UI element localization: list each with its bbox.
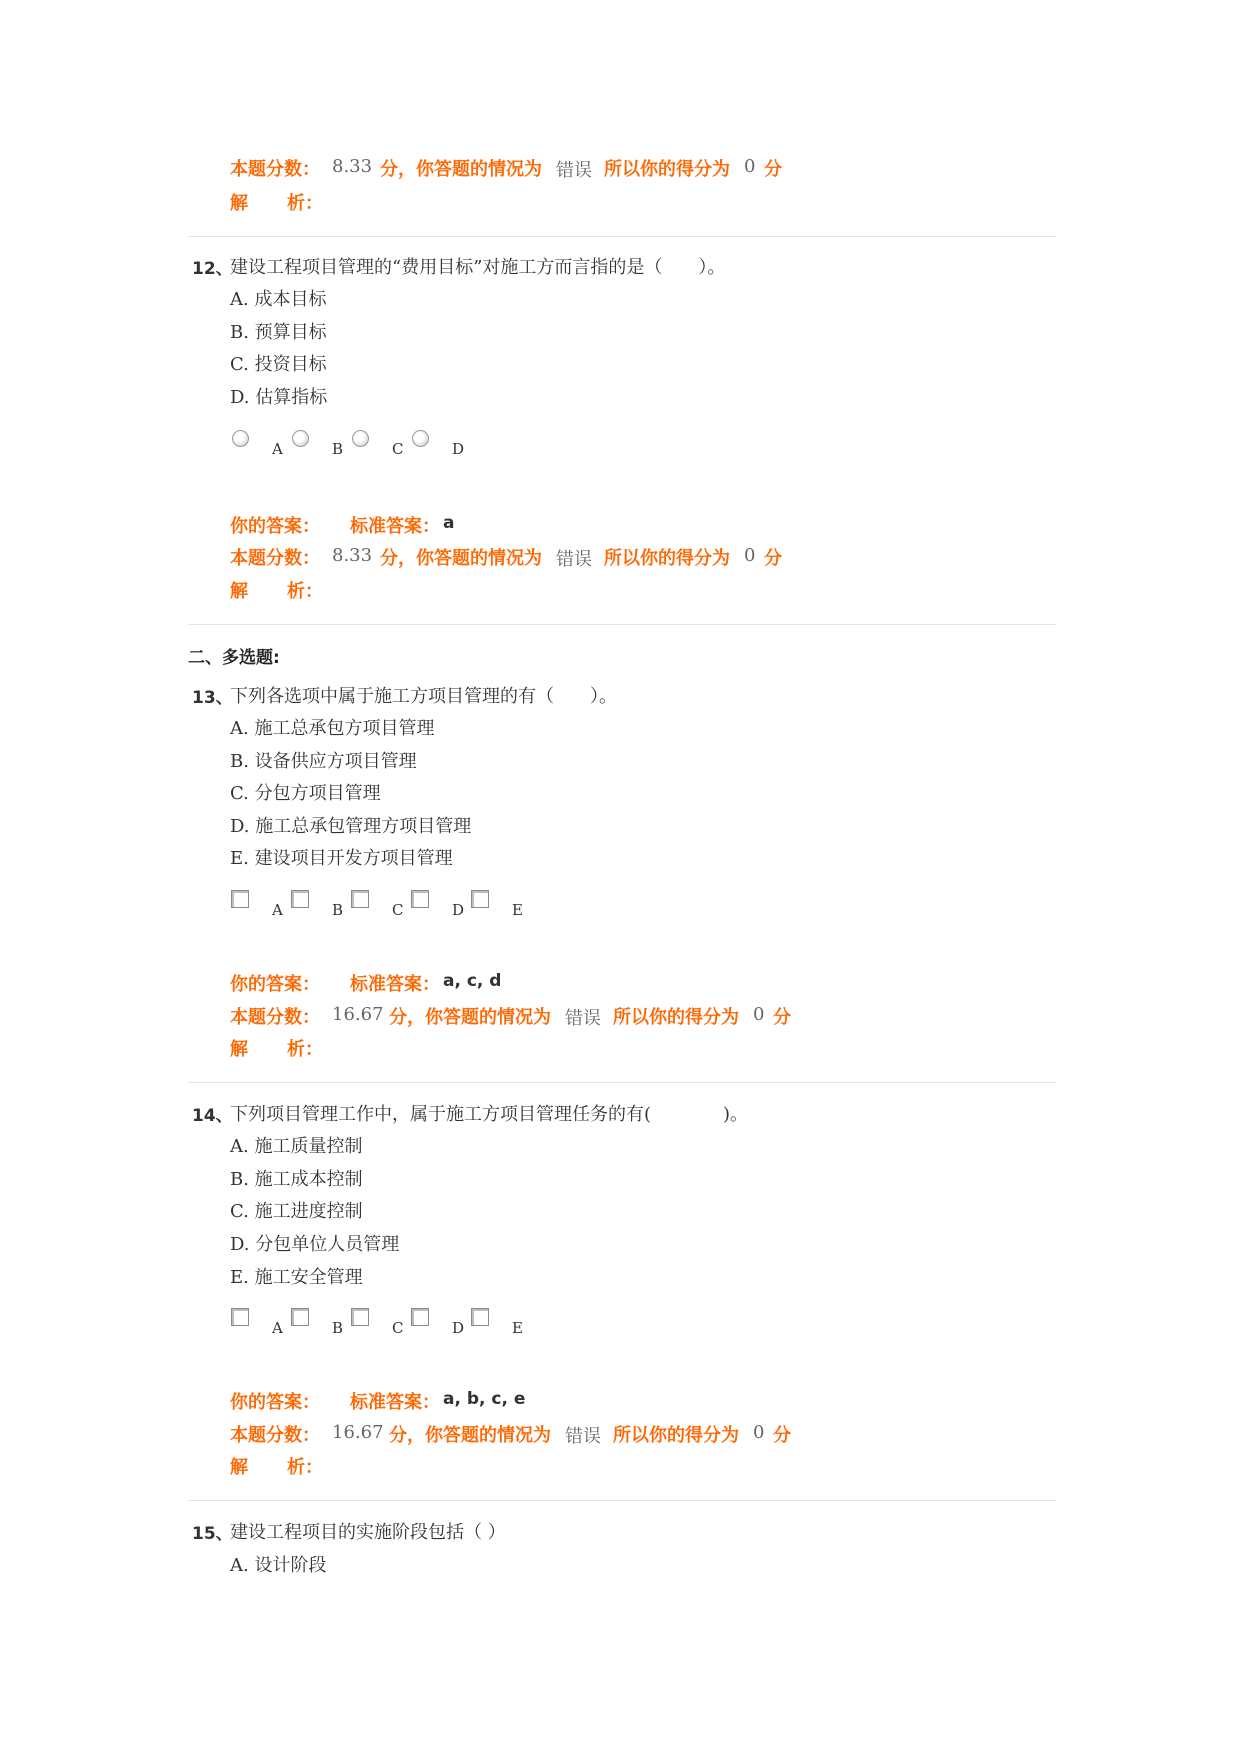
section-title-multiple-choice: 二、多选题: [188,648,280,668]
score-label: 本题分数： [230,159,320,180]
choice-letter-b: B [332,1319,344,1337]
score-got-label: 所以你的得分为 [604,548,730,569]
option-c: C. 分包方项目管理 [230,783,381,804]
score-value: 16.67 [332,1004,384,1025]
score-unit: 分 [773,1007,791,1028]
analysis-label: 解 [230,581,248,602]
option-c: C. 施工进度控制 [230,1201,363,1222]
analysis-label-tail: 析： [287,1457,323,1478]
score-got-value: 0 [744,545,756,566]
answer-status: 错误 [565,1426,601,1447]
option-b: B. 设备供应方项目管理 [230,751,417,772]
score-result-label: 分，你答题的情况为 [389,1425,551,1446]
question-number: 15、 [192,1524,233,1544]
score-got-value: 0 [753,1004,765,1025]
score-result-label: 分，你答题的情况为 [380,548,542,569]
option-e: E. 施工安全管理 [230,1267,363,1288]
analysis-label-tail: 析： [287,1039,323,1060]
score-unit: 分 [773,1425,791,1446]
checkbox-e[interactable] [471,890,489,908]
option-d: D. 施工总承包管理方项目管理 [230,816,472,837]
standard-answer-label: 标准答案： [350,974,440,995]
question-text: 建设工程项目的实施阶段包括（ ） [230,1522,506,1543]
score-got-label: 所以你的得分为 [613,1007,739,1028]
choice-letter-e: E [512,901,523,919]
divider [188,236,1056,237]
checkbox-d[interactable] [411,890,429,908]
checkbox-d[interactable] [411,1308,429,1326]
question-number: 13、 [192,688,233,708]
analysis-label: 解 [230,193,248,214]
score-label: 本题分数： [230,1425,320,1446]
choice-letter-a: A [272,901,283,919]
question-text: 下列各选项中属于施工方项目管理的有（ ）。 [230,686,617,707]
radio-c[interactable] [352,430,369,447]
choice-letter-e: E [512,1319,523,1337]
score-label: 本题分数： [230,1007,320,1028]
analysis-label-tail: 析： [287,193,323,214]
divider [188,1500,1056,1501]
score-got-value: 0 [744,156,756,177]
checkbox-b[interactable] [291,890,309,908]
your-answer-label: 你的答案： [230,974,320,995]
choice-letter-c: C [392,440,404,458]
score-result-label: 分，你答题的情况为 [389,1007,551,1028]
score-label: 本题分数： [230,548,320,569]
option-a: A. 施工质量控制 [230,1136,363,1157]
answer-status: 错误 [556,549,592,570]
choice-letter-d: D [452,901,465,919]
question-number: 14、 [192,1106,233,1126]
option-a: A. 设计阶段 [230,1555,327,1576]
choice-letter-a: A [272,1319,283,1337]
answer-status: 错误 [565,1008,601,1029]
standard-answer-value: a, c, d [443,971,502,991]
checkbox-a[interactable] [231,1308,249,1326]
question-text: 建设工程项目管理的“费用目标”对施工方而言指的是（ ）。 [230,257,726,278]
score-unit: 分 [764,159,782,180]
option-b: B. 施工成本控制 [230,1169,363,1190]
score-unit: 分 [764,548,782,569]
score-result-label: 分，你答题的情况为 [380,159,542,180]
option-a: A. 施工总承包方项目管理 [230,718,435,739]
choice-letter-b: B [332,901,344,919]
score-got-value: 0 [753,1422,765,1443]
checkbox-a[interactable] [231,890,249,908]
score-value: 8.33 [332,156,373,177]
question-text: 下列项目管理工作中，属于施工方项目管理任务的有( )。 [230,1104,749,1125]
score-got-label: 所以你的得分为 [604,159,730,180]
checkbox-e[interactable] [471,1308,489,1326]
checkbox-c[interactable] [351,890,369,908]
option-a: A. 成本目标 [230,289,327,310]
choice-letter-c: C [392,901,404,919]
radio-b[interactable] [292,430,309,447]
question-number: 12、 [192,259,233,279]
choice-letter-d: D [452,1319,465,1337]
option-d: D. 分包单位人员管理 [230,1234,400,1255]
divider [188,624,1056,625]
choice-letter-c: C [392,1319,404,1337]
standard-answer-value: a, b, c, e [443,1389,526,1409]
score-value: 16.67 [332,1422,384,1443]
radio-d[interactable] [412,430,429,447]
your-answer-label: 你的答案： [230,516,320,537]
divider [188,1082,1056,1083]
choice-letter-d: D [452,440,465,458]
option-e: E. 建设项目开发方项目管理 [230,848,453,869]
standard-answer-label: 标准答案： [350,1392,440,1413]
analysis-label: 解 [230,1039,248,1060]
checkbox-c[interactable] [351,1308,369,1326]
choice-letter-b: B [332,440,344,458]
option-b: B. 预算目标 [230,322,327,343]
standard-answer-value: a [443,513,455,533]
standard-answer-label: 标准答案： [350,516,440,537]
option-d: D. 估算指标 [230,387,328,408]
answer-status: 错误 [556,160,592,181]
analysis-label: 解 [230,1457,248,1478]
radio-a[interactable] [232,430,249,447]
score-value: 8.33 [332,545,373,566]
score-got-label: 所以你的得分为 [613,1425,739,1446]
option-c: C. 投资目标 [230,354,327,375]
your-answer-label: 你的答案： [230,1392,320,1413]
choice-letter-a: A [272,440,283,458]
checkbox-b[interactable] [291,1308,309,1326]
analysis-label-tail: 析： [287,581,323,602]
